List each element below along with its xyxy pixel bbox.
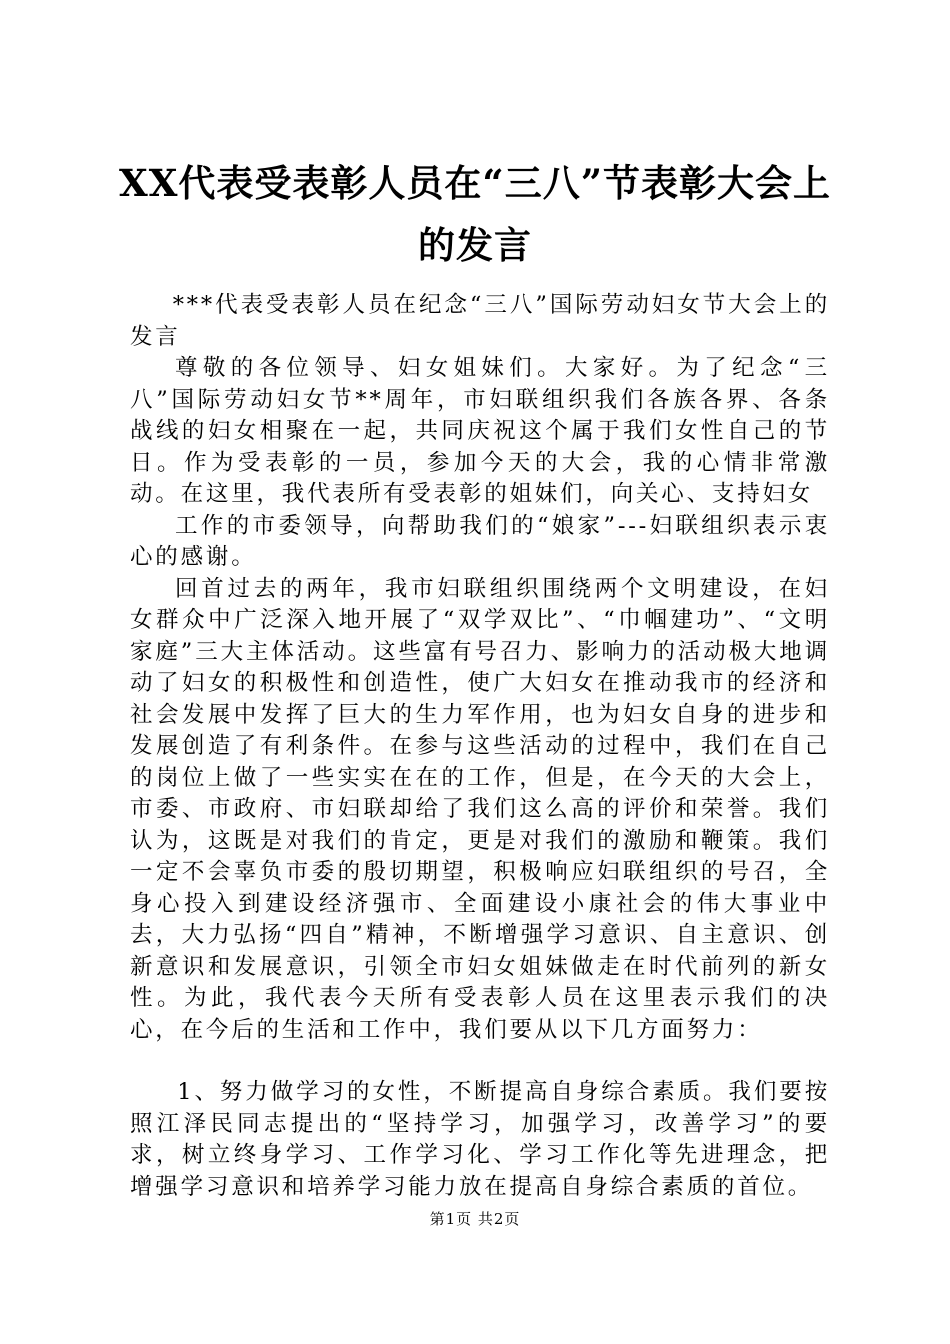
document-body xyxy=(130,290,830,1203)
paragraph-greeting: 尊敬的各位领导、妇女姐妹们。大家好。为了纪念“三八”国际劳动妇女节**周年，市妇联组织我们各族各界、各条战线的妇女相聚在一起，共同庆祝这个属于我们女性自己的节日。作为受表彰的一员，参加今天的大会，我的心情非常激动。在这里，我代表所有受表彰的姐妹们，向关心、支持妇女 xyxy=(130,355,830,507)
title-line-1: XX代表受表彰人员在“三八”节表彰大会上 xyxy=(119,161,831,205)
paragraph-review: 回首过去的两年，我市妇联组织围绕两个文明建设，在妇女群众中广泛深入地开展了“双学双比”、“巾帼建功”、“文明家庭”三大主体活动。这些富有号召力、影响力的活动极大地调动了妇女的积极性和创造性，使广大妇女在推动我市的经济和社会发展中发挥了巨大的生力军作用，也为妇女自身的进步和发展创造了有利条件。在参与这些活动的过程中，我们在自己的岗位上做了一些实实在在的工作，但是，在今天的大会上，市委、市政府、市妇联却给了我们这么高的评价和荣誉。我们认为，这既是对我们的肯定，更是对我们的激励和鞭策。我们一定不会辜负市委的殷切期望，积极响应妇联组织的号召，全身心投入到建设经济强市、全面建设小康社会的伟大事业中去，大力弘扬“四自”精神，不断增强学习意识、自主意识、创新意识和发展意识，引领全市妇女姐妹做走在时代前列的新女性。为此，我代表今天所有受表彰人员在这里表示我们的决心，在今后的生活和工作中，我们要从以下几方面努力： xyxy=(130,575,830,1043)
title-line-2: 的发言 xyxy=(418,223,532,267)
document-title xyxy=(100,152,850,276)
paragraph-intro: ***代表受表彰人员在纪念“三八”国际劳动妇女节大会上的发言 xyxy=(130,292,830,350)
page-footer: 第1页 共2页 xyxy=(429,1210,521,1228)
paragraph-point-1: 1、努力做学习的女性，不断提高自身综合素质。我们要按照江泽民同志提出的“坚持学习，加强学习，改善学习”的要求，树立终身学习、工作学习化、学习工作化等先进理念，把增强学习意识和培养学习能力放在提高自身综合素质的首位。 xyxy=(130,1079,830,1200)
paragraph-thanks: 工作的市委领导，向帮助我们的“娘家”---妇联组织表示衷心的感谢。 xyxy=(130,512,830,570)
